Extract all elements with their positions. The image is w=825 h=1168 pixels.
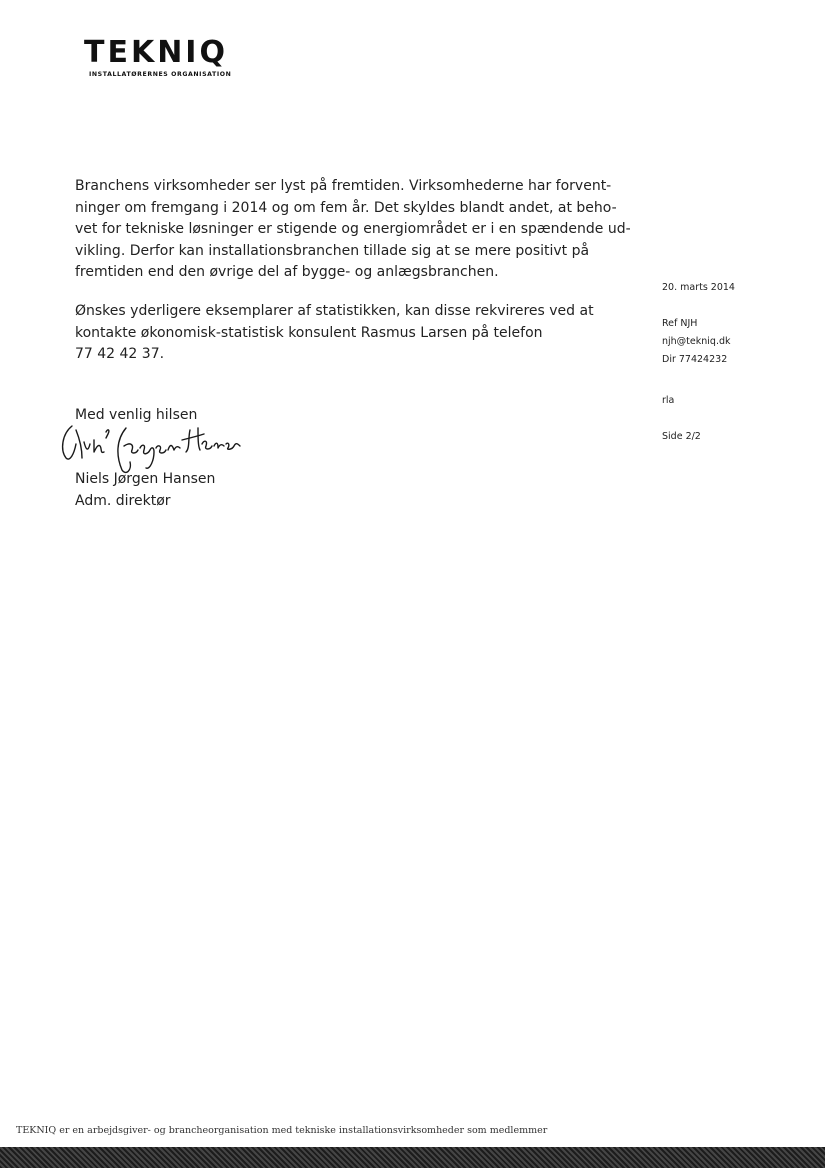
letter-paragraph-1 — [75, 176, 635, 284]
logo-wordmark: TEKNIQ — [84, 35, 228, 70]
contact-email: njh@tekniq.dk — [662, 336, 731, 347]
signer-name: Niels Jørgen Hansen — [75, 471, 216, 487]
typist-initials: rla — [662, 395, 675, 406]
footer-bar — [0, 1147, 825, 1168]
signer-title: Adm. direktør — [75, 492, 171, 509]
letter-paragraph-2 — [75, 301, 635, 366]
paragraph-line: fremtiden end den øvrige del af bygge- og anlægsbranchen. — [75, 264, 499, 280]
paragraph-line: Ønskes yderligere eksemplarer af statistikken, kan disse rekvireres ved at — [75, 303, 594, 319]
handwritten-signature — [58, 420, 248, 475]
letter-date: 20. marts 2014 — [662, 282, 735, 293]
paragraph-line: vet for tekniske løsninger er stigende og energiområdet er i en spændende ud- — [75, 221, 631, 237]
signer-block — [75, 469, 635, 512]
closing-greeting: Med venlig hilsen — [75, 407, 198, 423]
paragraph-line: kontakte økonomisk-statistisk konsulent Rasmus Larsen på telefon — [75, 324, 543, 341]
reference: Ref NJH — [662, 318, 698, 329]
logo-subtitle: INSTALLATØRERNES ORGANISATION — [89, 71, 232, 78]
paragraph-line: Branchens virksomheder ser lyst på fremtiden. Virksomhederne har forvent- — [75, 178, 612, 194]
paragraph-line: vikling. Derfor kan installationsbranchen tillade sig at se mere positivt på — [75, 242, 590, 259]
paragraph-line: 77 42 42 37. — [75, 346, 165, 362]
footer-text: TEKNIQ er en arbejdsgiver- og brancheorganisation med tekniske installationsvirksomheder som medlemmer — [16, 1125, 548, 1136]
direct-phone: Dir 77424232 — [662, 354, 728, 365]
paragraph-line: ninger om fremgang i 2014 og om fem år. Det skyldes blandt andet, at beho- — [75, 199, 617, 216]
page-number: Side 2/2 — [662, 431, 701, 442]
tekniq-logo — [84, 35, 232, 78]
